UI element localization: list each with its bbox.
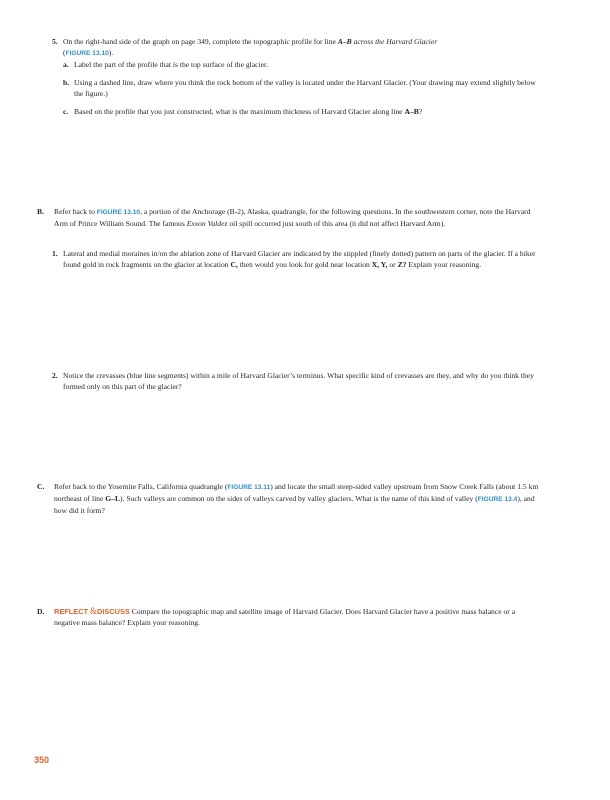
section-d-letter: D.	[37, 607, 45, 616]
page-number: 350	[34, 755, 50, 765]
question-5a-text: Label the part of the profile that is the top surface of the glacier.	[74, 60, 268, 69]
question-5-number: 5.	[52, 37, 58, 46]
discuss-label: DISCUSS	[97, 607, 130, 616]
question-5b-label: b.	[63, 78, 70, 87]
reflect-discuss-ampersand: &	[89, 606, 97, 616]
question-5c-label: c.	[63, 107, 69, 116]
question-b1-text: Lateral and medial moraines in/on the ablation zone of Harvard Glacier are indicated by the stippled (finely dotted) pattern on parts of the glacier. If a hiker found gold in rock fragments on the glacier at location C, then would you look for gold near location X, Y, or Z? Explain your reasoning.	[63, 249, 536, 270]
question-5a-label: a.	[63, 60, 69, 69]
section-b-letter: B.	[37, 207, 44, 216]
question-b1-number: 1.	[52, 249, 58, 258]
figure-13-4-link[interactable]: FIGURE 13.4	[477, 496, 518, 504]
section-b	[37, 206, 542, 229]
question-b2-number: 2.	[52, 371, 58, 380]
question-5b	[63, 77, 542, 99]
section-b-text: Refer back to FIGURE 13.10, a portion of the Anchorage (B-2), Alaska, quadrangle, for the following questions. In the southwestern corner, note the Harvard Arm of Prince William Sound. The famous Exxon Valdez oil spill occurred just south of this area (it did not affect Harvard Arm).	[54, 207, 531, 229]
question-5	[52, 36, 542, 59]
figure-13-10-link[interactable]: FIGURE 13.10	[96, 209, 141, 216]
figure-13-11-link[interactable]: FIGURE 13.11	[227, 484, 271, 491]
question-5a	[63, 59, 542, 70]
line-a-b: A–B	[337, 37, 352, 46]
figure-13-10-link[interactable]: FIGURE 13.10	[65, 50, 109, 58]
question-b2	[52, 370, 542, 392]
section-d-text: REFLECT &DISCUSS Compare the topographic map and satellite image of Harvard Glacier. Does Harvard Glacier have a positive mass balance or a negative mass balance? Explain your reasoning.	[54, 606, 516, 628]
question-5c	[63, 106, 542, 117]
question-b2-text: Notice the crevasses (blue line segments) within a mile of Harvard Glacier’s terminus. What specific kind of crevasses are they, and why do you think they formed only on this part of the glacier?	[63, 371, 534, 392]
section-c	[37, 481, 542, 517]
reflect-label: REFLECT	[54, 607, 89, 616]
question-5-text: On the right-hand side of the graph on page 349, complete the topographic profile for line A–B across the Harvard Glacier (FIGURE 13.10).	[63, 37, 438, 58]
section-c-text: Refer back to the Yosemite Falls, California quadrangle (FIGURE 13.11) and locate the small steep-sided valley upstream from Snow Creek Falls (about 1.5 km northeast of line G–L). Such valleys are common on the sides of valleys carved by valley glaciers. What is the name of this kind of valley (FIGURE 13.4), and how did it form?	[54, 482, 539, 516]
question-b1	[52, 248, 544, 270]
question-5c-text: Based on the profile that you just constructed, what is the maximum thickness of Harvard Glacier along line A–B?	[74, 107, 423, 116]
section-c-letter: C.	[37, 482, 45, 491]
question-5b-text: Using a dashed line, draw where you think the rock bottom of the valley is located under the Harvard Glacier. (Your drawing may extend slightly below the figure.)	[74, 78, 536, 99]
section-d	[37, 606, 542, 628]
